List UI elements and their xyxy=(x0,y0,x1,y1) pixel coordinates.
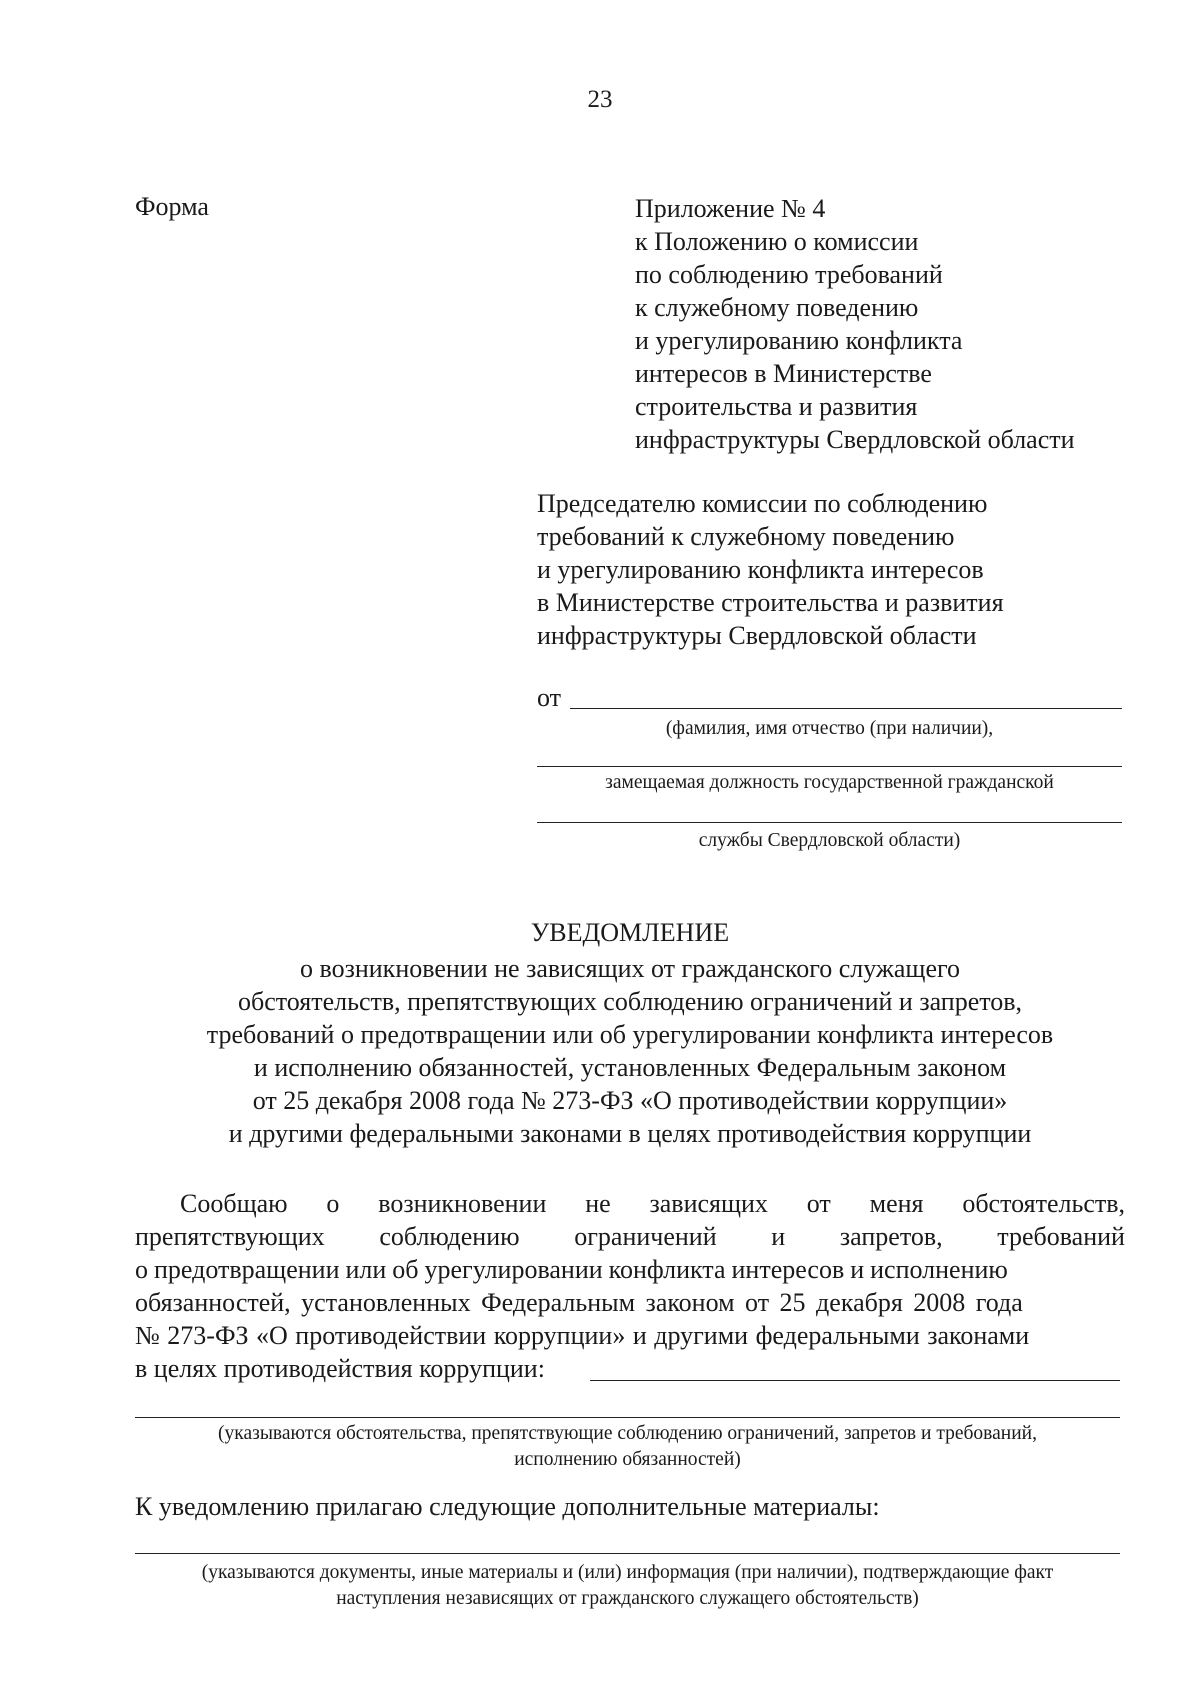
appendix-line: строительства и развития xyxy=(635,392,918,421)
circumstances-inline-line xyxy=(590,1380,1120,1381)
document-title: УВЕДОМЛЕНИЕ xyxy=(530,918,730,947)
service-caption: службы Свердловской области) xyxy=(698,830,961,851)
position-caption: замещаемая должность государственной гражданской xyxy=(605,772,1054,793)
body-word: возникновении xyxy=(378,1189,547,1218)
appendix-block xyxy=(635,192,1075,456)
service-line xyxy=(537,822,1122,823)
subtitle-line: и другими федеральными законами в целях противодействия коррупции xyxy=(228,1119,1032,1148)
body-word: меня xyxy=(869,1189,924,1218)
body-word: соблюдению xyxy=(379,1222,520,1251)
body-word: требований xyxy=(997,1222,1125,1251)
notification-body xyxy=(135,1187,1125,1385)
body-line-3: о предотвращении или об урегулировании конфликта интересов и исполнению xyxy=(135,1255,1008,1284)
materials-caption-1: (указываются документы, иные материалы и (или) информация (при наличии), подтверждающие факт xyxy=(201,1562,1054,1583)
body-word: обстоятельств, xyxy=(962,1189,1125,1218)
body-word: запретов, xyxy=(839,1222,943,1251)
subtitle-line: о возникновении не зависящих от гражданского служащего xyxy=(299,954,961,983)
appendix-line: Приложение № 4 xyxy=(635,194,826,223)
form-label: Форма xyxy=(135,192,209,221)
body-line-2 xyxy=(135,1220,1125,1253)
from-label: от xyxy=(537,683,562,712)
body-word: Сообщаю xyxy=(180,1189,288,1218)
circumstances-caption-1: (указываются обстоятельства, препятствующие соблюдению ограничений, запретов и требований, xyxy=(218,1423,1037,1444)
body-word: о xyxy=(326,1189,340,1218)
body-line-4: обязанностей, установленных Федеральным законом от 25 декабря 2008 года xyxy=(135,1288,1023,1317)
position-line xyxy=(537,766,1122,767)
addressee-line: Председателю комиссии по соблюдению xyxy=(537,489,988,518)
subtitle-line: от 25 декабря 2008 года № 273-ФЗ «О противодействии коррупции» xyxy=(252,1086,1008,1115)
body-line-1 xyxy=(135,1187,1125,1220)
body-word: ограничений xyxy=(574,1222,717,1251)
subtitle-line: требований о предотвращении или об урегулировании конфликта интересов xyxy=(206,1020,1054,1049)
appendix-line: по соблюдению требований xyxy=(635,260,943,289)
subtitle-line: обстоятельств, препятствующих соблюдению ограничений и запретов, xyxy=(237,987,1023,1016)
materials-line xyxy=(135,1553,1120,1554)
appendix-line: к Положению о комиссии xyxy=(635,227,919,256)
addressee-line: в Министерстве строительства и развития xyxy=(537,588,1004,617)
body-line-5: № 273-ФЗ «О противодействии коррупции» и другими федеральными законами xyxy=(135,1321,1030,1350)
addressee-line: и урегулированию конфликта интересов xyxy=(537,555,984,584)
appendix-line: интересов в Министерстве xyxy=(635,359,932,388)
circumstances-caption-2: исполнению обязанностей) xyxy=(514,1449,741,1470)
materials-caption-2: наступления независящих от гражданского служащего обстоятельств) xyxy=(336,1588,919,1609)
appendix-line: к служебному поведению xyxy=(635,293,919,322)
sender-name-caption: (фамилия, имя отчество (при наличии), xyxy=(665,718,994,739)
addressee-line: инфраструктуры Свердловской области xyxy=(537,621,977,650)
body-word: от xyxy=(806,1189,831,1218)
body-line-6: в целях противодействия коррупции: xyxy=(135,1354,545,1383)
document-subtitle xyxy=(150,952,1110,1150)
page-number: 23 xyxy=(587,86,613,113)
addressee-block xyxy=(537,487,1004,652)
sender-name-line xyxy=(570,708,1122,709)
appendix-line: инфраструктуры Свердловской области xyxy=(635,425,1075,454)
materials-label: К уведомлению прилагаю следующие дополнительные материалы: xyxy=(135,1492,880,1521)
body-word: и xyxy=(771,1222,786,1251)
addressee-line: требований к служебному поведению xyxy=(537,522,955,551)
body-word: не xyxy=(585,1189,611,1218)
body-word: зависящих xyxy=(649,1189,768,1218)
circumstances-line xyxy=(135,1417,1120,1418)
appendix-line: и урегулированию конфликта xyxy=(635,326,963,355)
body-word: препятствующих xyxy=(135,1222,325,1251)
subtitle-line: и исполнению обязанностей, установленных Федеральным законом xyxy=(253,1053,1007,1082)
